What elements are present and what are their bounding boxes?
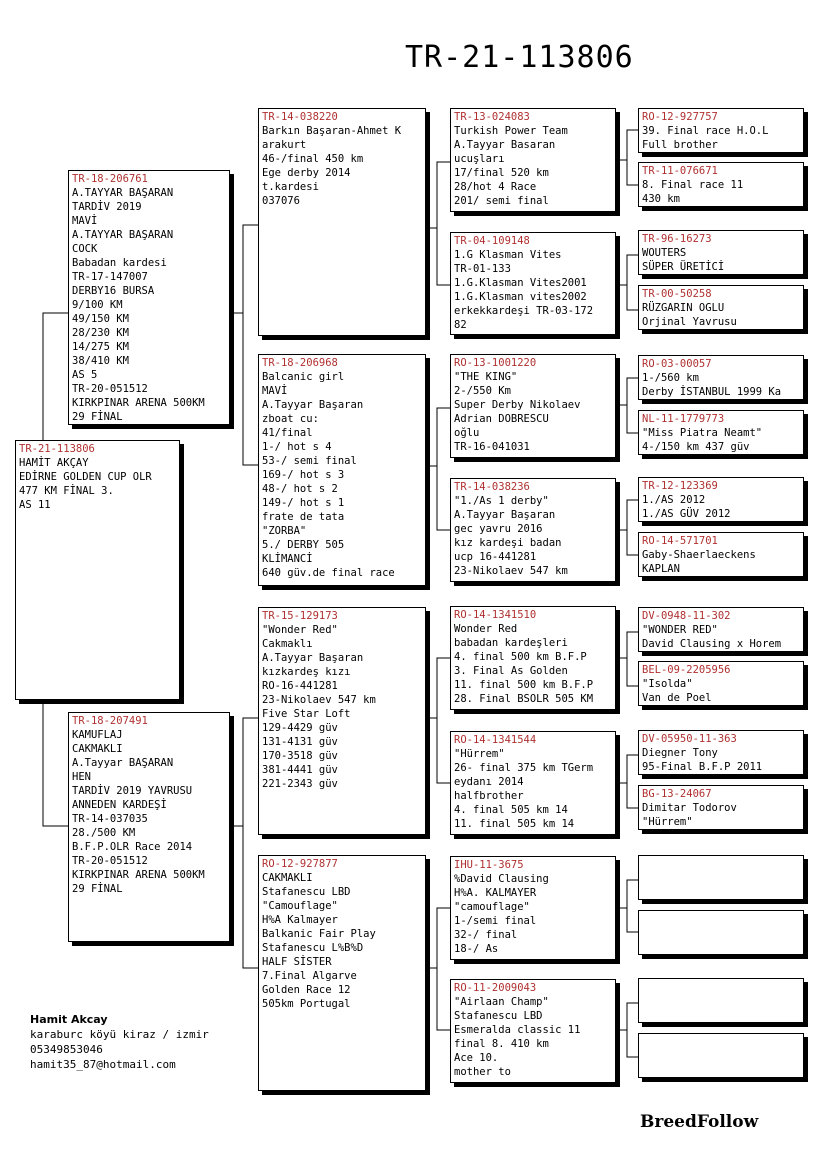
pedigree-note: 53-/ semi final bbox=[262, 455, 357, 467]
grandparent-card[interactable] bbox=[258, 855, 426, 1091]
connector-ggp6 bbox=[614, 755, 640, 808]
pedigree-note: 17/final 520 km bbox=[454, 167, 549, 179]
dam-card[interactable] bbox=[68, 712, 230, 942]
pedigree-note: A.Tayyar Başaran bbox=[454, 509, 556, 521]
great-grandparent-card[interactable] bbox=[450, 232, 616, 335]
ring-number: RO-14-571701 bbox=[642, 535, 718, 547]
pedigree-note: 39. Final race H.O.L bbox=[642, 125, 769, 137]
ring-number: DV-05950-11-363 bbox=[642, 733, 737, 745]
pedigree-note: A.Tayyar Basaran bbox=[454, 139, 556, 151]
owner-info bbox=[30, 1012, 209, 1072]
pedigree-note: TR-14-037035 bbox=[72, 813, 148, 825]
owner-address: karaburc köyü kiraz / izmir bbox=[30, 1028, 209, 1041]
pedigree-note: 1.G Klasman Vites bbox=[454, 249, 562, 261]
pedigree-note: ucuşları bbox=[454, 153, 505, 165]
pedigree-note: COCK bbox=[72, 243, 98, 255]
pedigree-note: Balcanic girl bbox=[262, 371, 345, 383]
pedigree-note: 129-4429 güv bbox=[262, 722, 338, 734]
connector-ggp1 bbox=[614, 130, 640, 185]
pedigree-note: 381-4441 güv bbox=[262, 764, 338, 776]
pedigree-note: 1./AS 2012 bbox=[642, 494, 706, 506]
pedigree-note: "Hürrem" bbox=[642, 816, 693, 828]
pedigree-note: %David Clausing bbox=[454, 873, 549, 885]
great-great-grandparent-card[interactable] bbox=[638, 285, 804, 330]
pedigree-note: final 8. 410 km bbox=[454, 1038, 549, 1050]
great-great-grandparent-card[interactable] bbox=[638, 355, 804, 400]
connector-sire-grandparents bbox=[228, 225, 260, 465]
connector-ggp5 bbox=[614, 632, 640, 686]
ring-number: TR-14-038220 bbox=[262, 111, 338, 123]
pedigree-note: 28/230 KM bbox=[72, 327, 129, 339]
pedigree-note: A.Tayyar Başaran bbox=[262, 652, 364, 664]
pedigree-note: HAMİT AKÇAY bbox=[19, 457, 89, 469]
pedigree-note: Stafanescu L%B%D bbox=[262, 942, 364, 954]
pedigree-note: 3. Final As Golden bbox=[454, 665, 568, 677]
pedigree-note: 7.Final Algarve bbox=[262, 970, 357, 982]
pedigree-note: 29 FİNAL bbox=[72, 883, 123, 895]
pedigree-note: 41/final bbox=[262, 427, 313, 439]
connector-gp2 bbox=[424, 408, 452, 530]
connector-gp3 bbox=[424, 658, 452, 783]
pedigree-note: 169-/ hot s 3 bbox=[262, 469, 345, 481]
pedigree-note: MAVİ bbox=[72, 215, 98, 227]
pedigree-note: DERBY16 BURSA bbox=[72, 285, 155, 297]
pedigree-note: Wonder Red bbox=[454, 623, 518, 635]
ring-number: TR-18-207491 bbox=[72, 715, 148, 727]
pedigree-note: Turkish Power Team bbox=[454, 125, 568, 137]
ring-number: TR-00-50258 bbox=[642, 288, 712, 300]
pedigree-note: Balkanic Fair Play bbox=[262, 928, 376, 940]
pedigree-note: TR-01-133 bbox=[454, 263, 511, 275]
pedigree-note: A.TAYYAR BAŞARAN bbox=[72, 229, 174, 241]
pedigree-note: A.TAYYAR BAŞARAN bbox=[72, 187, 174, 199]
pedigree-note: kızkardeş kızı bbox=[262, 666, 351, 678]
pedigree-note: 505km Portugal bbox=[262, 998, 351, 1010]
pedigree-note: 8. Final race 11 bbox=[642, 179, 744, 191]
pedigree-note: t.kardesi bbox=[262, 181, 319, 193]
pedigree-note: ANNEDEN KARDEŞİ bbox=[72, 799, 167, 811]
pedigree-title: TR-21-113806 bbox=[405, 40, 634, 75]
owner-phone: 05349853046 bbox=[30, 1043, 103, 1056]
pedigree-note: 28/hot 4 Race bbox=[454, 181, 537, 193]
pedigree-note: Esmeralda classic 11 bbox=[454, 1024, 581, 1036]
pedigree-note: 95-Final B.F.P 2011 bbox=[642, 761, 763, 773]
pedigree-note: Five Star Loft bbox=[262, 708, 351, 720]
great-great-grandparent-card[interactable] bbox=[638, 730, 804, 775]
ring-number: RO-14-1341510 bbox=[454, 609, 537, 621]
ring-number: IHU-11-3675 bbox=[454, 859, 524, 871]
brand-logo: BreedFollow bbox=[640, 1112, 759, 1132]
pedigree-note: KLİMANCİ bbox=[262, 553, 313, 565]
pedigree-note: zboat cu: bbox=[262, 413, 319, 425]
ring-number: RO-12-927757 bbox=[642, 111, 718, 123]
pedigree-note: "Hürrem" bbox=[454, 748, 505, 760]
pedigree-note: TARDİV 2019 YAVRUSU bbox=[72, 785, 193, 797]
pedigree-note: Adrian DOBRESCU bbox=[454, 413, 549, 425]
pedigree-note: HEN bbox=[72, 771, 91, 783]
pedigree-note: "ZORBA" bbox=[262, 525, 307, 537]
pedigree-note: 131-4131 güv bbox=[262, 736, 338, 748]
pedigree-note: Golden Race 12 bbox=[262, 984, 351, 996]
pedigree-note: 29 FİNAL bbox=[72, 411, 123, 423]
pedigree-note: 640 güv.de final race bbox=[262, 567, 395, 579]
great-great-grandparent-card[interactable] bbox=[638, 855, 804, 900]
pedigree-note: AS 5 bbox=[72, 369, 98, 381]
pedigree-note: WOUTERS bbox=[642, 247, 687, 259]
ring-number: DV-0948-11-302 bbox=[642, 610, 731, 622]
pedigree-note: mother to bbox=[454, 1066, 511, 1078]
pedigree-note: 4. final 505 km 14 bbox=[454, 804, 568, 816]
pedigree-note: Barkın Başaran-Ahmet K bbox=[262, 125, 402, 137]
pedigree-note: Orjinal Yavrusu bbox=[642, 316, 737, 328]
grandparent-card[interactable] bbox=[258, 108, 426, 336]
pedigree-note: "camouflage" bbox=[454, 901, 530, 913]
great-grandparent-card[interactable] bbox=[450, 108, 616, 212]
pedigree-note: Super Derby Nikolaev bbox=[454, 399, 581, 411]
ring-number: TR-18-206761 bbox=[72, 173, 148, 185]
pedigree-note: 221-2343 güv bbox=[262, 778, 338, 790]
pedigree-note: Van de Poel bbox=[642, 692, 712, 704]
pedigree-note: KIRKPINAR ARENA 500KM bbox=[72, 397, 205, 409]
ring-number: RO-03-00057 bbox=[642, 358, 712, 370]
great-grandparent-card[interactable] bbox=[450, 856, 616, 960]
pedigree-note: TR-20-051512 bbox=[72, 855, 148, 867]
ring-number: TR-13-024083 bbox=[454, 111, 530, 123]
great-great-grandparent-card[interactable] bbox=[638, 108, 804, 153]
connector-subject-dam bbox=[43, 700, 70, 826]
ring-number: TR-15-129173 bbox=[262, 610, 338, 622]
owner-name: Hamit Akcay bbox=[30, 1013, 108, 1026]
great-great-grandparent-card[interactable] bbox=[638, 230, 804, 275]
great-grandparent-card[interactable] bbox=[450, 979, 616, 1083]
pedigree-note: 4. final 500 km B.F.P bbox=[454, 651, 587, 663]
connector-ggp8 bbox=[614, 1003, 640, 1057]
connector-ggp3 bbox=[614, 378, 640, 433]
ring-number: TR-12-123369 bbox=[642, 480, 718, 492]
pedigree-note: 037076 bbox=[262, 195, 300, 207]
great-great-grandparent-card[interactable] bbox=[638, 1033, 804, 1078]
pedigree-note: 1.G.Klasman Vites2001 bbox=[454, 277, 587, 289]
great-great-grandparent-card[interactable] bbox=[638, 910, 804, 955]
pedigree-note: Gaby-Shaerlaeckens bbox=[642, 549, 756, 561]
pedigree-note: Full brother bbox=[642, 139, 718, 151]
ring-number: TR-14-038236 bbox=[454, 481, 530, 493]
pedigree-note: "Airlaan Champ" bbox=[454, 996, 549, 1008]
pedigree-note: TARDİV 2019 bbox=[72, 201, 142, 213]
ring-number: RO-12-927877 bbox=[262, 858, 338, 870]
grandparent-card[interactable] bbox=[258, 607, 426, 835]
pedigree-note: KAPLAN bbox=[642, 563, 680, 575]
great-great-grandparent-card[interactable] bbox=[638, 978, 804, 1023]
pedigree-note: Stafanescu LBD bbox=[262, 886, 351, 898]
pedigree-note: Babadan kardesi bbox=[72, 257, 167, 269]
pedigree-note: A.Tayyar BAŞARAN bbox=[72, 757, 174, 769]
ring-number: TR-21-113806 bbox=[19, 443, 95, 455]
ring-number: TR-11-076671 bbox=[642, 165, 718, 177]
great-grandparent-card[interactable] bbox=[450, 478, 616, 582]
great-great-grandparent-card[interactable] bbox=[638, 661, 804, 706]
pedigree-note: 23-Nikolaev 547 km bbox=[262, 694, 376, 706]
pedigree-note: TR-17-147007 bbox=[72, 271, 148, 283]
ring-number: BG-13-24067 bbox=[642, 788, 712, 800]
ring-number: BEL-09-2205956 bbox=[642, 664, 731, 676]
great-great-grandparent-card[interactable] bbox=[638, 162, 804, 207]
pedigree-note: HALF SİSTER bbox=[262, 956, 332, 968]
pedigree-note: KIRKPINAR ARENA 500KM bbox=[72, 869, 205, 881]
pedigree-note: David Clausing x Horem bbox=[642, 638, 782, 650]
great-grandparent-card[interactable] bbox=[450, 354, 616, 458]
connector-subject-sire bbox=[43, 313, 70, 440]
pedigree-note: TR-16-041031 bbox=[454, 441, 530, 453]
pedigree-note: 1-/semi final bbox=[454, 915, 537, 927]
pedigree-note: 49/150 KM bbox=[72, 313, 129, 325]
pedigree-note: "1./As 1 derby" bbox=[454, 495, 549, 507]
pedigree-note: "Camouflage" bbox=[262, 900, 338, 912]
pedigree-note: RO-16-441281 bbox=[262, 680, 338, 692]
pedigree-note: 11. final 505 km 14 bbox=[454, 818, 575, 830]
pedigree-note: babadan kardeşleri bbox=[454, 637, 568, 649]
pedigree-note: 149-/ hot s 1 bbox=[262, 497, 345, 509]
pedigree-note: frate de tata bbox=[262, 511, 345, 523]
pedigree-note: 1-/ hot s 4 bbox=[262, 441, 332, 453]
pedigree-note: 28. Final BSOLR 505 KM bbox=[454, 693, 594, 705]
pedigree-note: 9/100 KM bbox=[72, 299, 123, 311]
great-great-grandparent-card[interactable] bbox=[638, 785, 804, 830]
pedigree-note: 82 bbox=[454, 319, 467, 331]
pedigree-note: CAKMAKLI bbox=[72, 743, 123, 755]
pedigree-note: "Miss Piatra Neamt" bbox=[642, 427, 763, 439]
pedigree-note: RÜZGARIN OGLU bbox=[642, 302, 725, 314]
pedigree-note: Ege derby 2014 bbox=[262, 167, 351, 179]
great-great-grandparent-card[interactable] bbox=[638, 477, 804, 522]
subject-card[interactable] bbox=[15, 440, 180, 700]
pedigree-note: 1.G.Klasman vites2002 bbox=[454, 291, 587, 303]
pedigree-note: CAKMAKLI bbox=[262, 872, 313, 884]
pedigree-note: 32-/ final bbox=[454, 929, 518, 941]
great-great-grandparent-card[interactable] bbox=[638, 410, 804, 455]
pedigree-note: "WONDER RED" bbox=[642, 624, 718, 636]
pedigree-note: A.Tayyar Başaran bbox=[262, 399, 364, 411]
pedigree-note: 26- final 375 km TGerm bbox=[454, 762, 594, 774]
pedigree-note: SÜPER ÜRETİCİ bbox=[642, 261, 725, 273]
pedigree-note: arakurt bbox=[262, 139, 307, 151]
connector-ggp4 bbox=[614, 500, 640, 555]
pedigree-note: halfbrother bbox=[454, 790, 524, 802]
pedigree-note: 14/275 KM bbox=[72, 341, 129, 353]
ring-number: TR-18-206968 bbox=[262, 357, 338, 369]
pedigree-note: 48-/ hot s 2 bbox=[262, 483, 338, 495]
pedigree-note: 18-/ As bbox=[454, 943, 499, 955]
connector-dam-grandparents bbox=[228, 718, 260, 968]
connector-ggp7 bbox=[614, 880, 640, 932]
pedigree-note: 28./500 KM bbox=[72, 827, 136, 839]
pedigree-note: erkekkardeşi TR-03-172 bbox=[454, 305, 594, 317]
connector-gp1 bbox=[424, 162, 452, 285]
pedigree-note: 4-/150 km 437 güv bbox=[642, 441, 750, 453]
pedigree-note: oğlu bbox=[454, 427, 480, 439]
pedigree-note: 5./ DERBY 505 bbox=[262, 539, 345, 551]
pedigree-note: 170-3518 güv bbox=[262, 750, 338, 762]
pedigree-note: Diegner Tony bbox=[642, 747, 718, 759]
connector-ggp2 bbox=[614, 255, 640, 310]
pedigree-note: Dimitar Todorov bbox=[642, 802, 737, 814]
pedigree-note: "THE KING" bbox=[454, 371, 518, 383]
ring-number: RO-14-1341544 bbox=[454, 734, 537, 746]
pedigree-note: "Wonder Red" bbox=[262, 624, 338, 636]
ring-number: TR-04-109148 bbox=[454, 235, 530, 247]
pedigree-note: Stafanescu LBD bbox=[454, 1010, 543, 1022]
pedigree-note: 477 KM FİNAL 3. bbox=[19, 485, 114, 497]
ring-number: TR-96-16273 bbox=[642, 233, 712, 245]
pedigree-note: Ace 10. bbox=[454, 1052, 499, 1064]
ring-number: RO-11-2009043 bbox=[454, 982, 537, 994]
pedigree-note: Cakmaklı bbox=[262, 638, 313, 650]
grandparent-card[interactable] bbox=[258, 354, 426, 586]
owner-email[interactable]: hamit35_87@hotmail.com bbox=[30, 1058, 176, 1071]
pedigree-note: H%A Kalmayer bbox=[262, 914, 338, 926]
pedigree-note: AS 11 bbox=[19, 499, 51, 511]
ring-number: RO-13-1001220 bbox=[454, 357, 537, 369]
pedigree-note: 1-/560 km bbox=[642, 372, 699, 384]
pedigree-note: "Isolda" bbox=[642, 678, 693, 690]
pedigree-note: EDİRNE GOLDEN CUP OLR bbox=[19, 471, 152, 483]
connector-gp4 bbox=[424, 908, 452, 1030]
pedigree-note: TR-20-051512 bbox=[72, 383, 148, 395]
pedigree-note: H%A. KALMAYER bbox=[454, 887, 537, 899]
great-grandparent-card[interactable] bbox=[450, 731, 616, 835]
pedigree-note: ucp 16-441281 bbox=[454, 551, 537, 563]
pedigree-note: KAMUFLAJ bbox=[72, 729, 123, 741]
ring-number: NL-11-1779773 bbox=[642, 413, 725, 425]
great-great-grandparent-card[interactable] bbox=[638, 532, 804, 577]
pedigree-note: gec yavru 2016 bbox=[454, 523, 543, 535]
pedigree-note: 1./AS GÜV 2012 bbox=[642, 508, 731, 520]
pedigree-note: 38/410 KM bbox=[72, 355, 129, 367]
pedigree-note: B.F.P.OLR Race 2014 bbox=[72, 841, 193, 853]
pedigree-note: 23-Nikolaev 547 km bbox=[454, 565, 568, 577]
pedigree-note: 46-/final 450 km bbox=[262, 153, 364, 165]
pedigree-note: 201/ semi final bbox=[454, 195, 549, 207]
pedigree-note: eydanı 2014 bbox=[454, 776, 524, 788]
pedigree-note: 2-/550 Km bbox=[454, 385, 511, 397]
sire-card[interactable] bbox=[68, 170, 230, 425]
pedigree-note: 11. final 500 km B.F.P bbox=[454, 679, 594, 691]
great-grandparent-card[interactable] bbox=[450, 606, 616, 710]
pedigree-note: Derby İSTANBUL 1999 Ka bbox=[642, 386, 782, 398]
great-great-grandparent-card[interactable] bbox=[638, 607, 804, 652]
pedigree-note: 430 km bbox=[642, 193, 680, 205]
pedigree-note: MAVİ bbox=[262, 385, 288, 397]
pedigree-note: kız kardeşi badan bbox=[454, 537, 562, 549]
